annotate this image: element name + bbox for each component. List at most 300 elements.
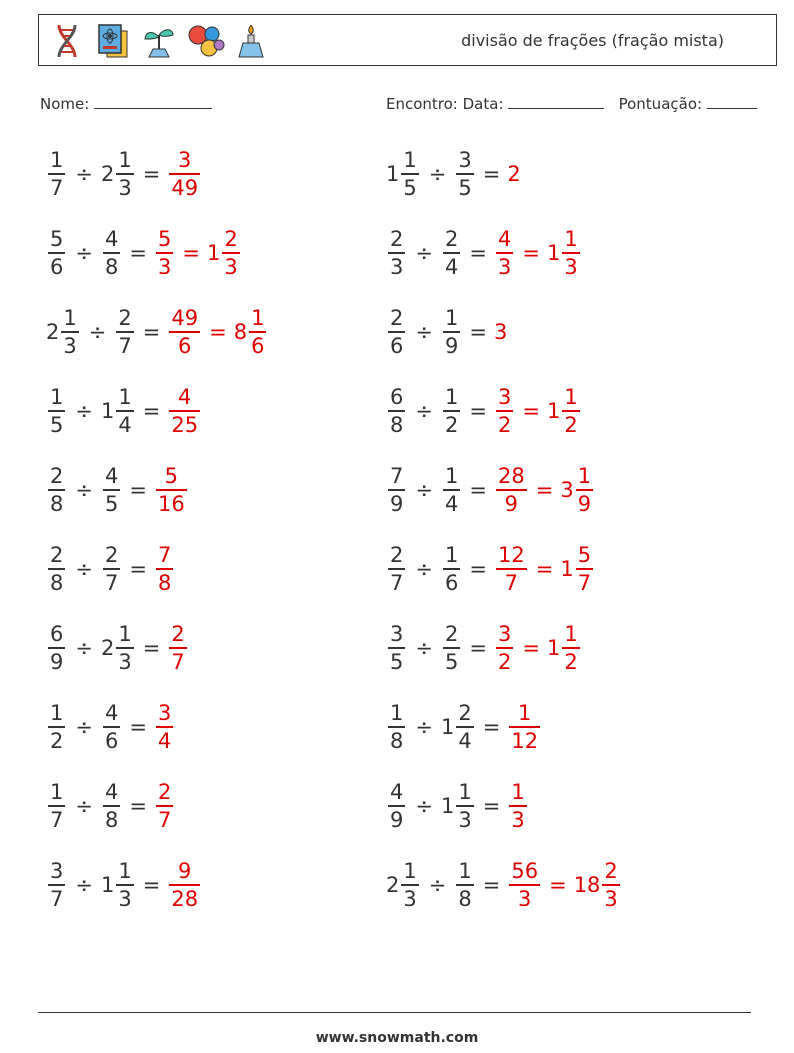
equals-sign: = [549, 873, 567, 897]
divide-sign: ÷ [75, 794, 93, 818]
problem-item [386, 618, 582, 678]
fraction [562, 226, 579, 280]
denominator: 2 [497, 412, 512, 437]
problem-item [386, 381, 582, 441]
numerator: 3 [458, 148, 472, 173]
fraction [509, 779, 526, 833]
divisor [454, 147, 475, 201]
answer [494, 463, 595, 517]
numerator: 1 [458, 859, 472, 884]
answer-value [207, 226, 242, 280]
equals-sign: = [482, 162, 501, 186]
numerator: 5 [50, 227, 64, 252]
dividend [46, 621, 67, 675]
fraction [48, 779, 65, 833]
dividend [386, 463, 407, 517]
fraction [401, 858, 418, 912]
numerator: 3 [50, 859, 64, 884]
answer [507, 858, 621, 912]
denominator: 3 [118, 649, 132, 674]
denominator: 9 [50, 649, 64, 674]
denominator: 5 [104, 491, 119, 516]
fraction [509, 700, 540, 754]
fraction [496, 542, 527, 596]
numerator: 2 [390, 543, 404, 568]
denominator: 7 [50, 807, 64, 832]
dividend [46, 384, 67, 438]
denominator: 3 [518, 886, 532, 911]
numerator: 3 [157, 701, 172, 726]
fraction [103, 779, 120, 833]
whole-part: 18 [573, 873, 601, 897]
divide-sign: ÷ [415, 557, 433, 581]
fraction [443, 305, 460, 359]
equals-sign: = [142, 320, 161, 344]
answer [154, 226, 242, 280]
fraction [388, 621, 405, 675]
numerator: 3 [390, 622, 404, 647]
denominator: 8 [104, 254, 119, 279]
whole-part: 1 [100, 399, 115, 423]
whole-part: 2 [386, 873, 400, 897]
divide-sign: ÷ [75, 873, 93, 897]
numerator: 4 [390, 780, 404, 805]
denominator: 3 [118, 886, 132, 911]
fraction [156, 463, 187, 517]
fraction [388, 542, 405, 596]
denominator: 9 [504, 491, 519, 516]
problem-item [46, 855, 202, 915]
denominator: 25 [171, 412, 199, 437]
dividend [46, 542, 67, 596]
divisor [441, 226, 462, 280]
equals-sign: = [469, 241, 487, 265]
divide-sign: ÷ [415, 320, 433, 344]
answer [154, 463, 189, 517]
numerator: 3 [497, 385, 512, 410]
divisor [441, 542, 462, 596]
dividend [386, 226, 407, 280]
fraction [443, 542, 460, 596]
fraction [61, 305, 78, 359]
numerator: 1 [251, 306, 265, 331]
answer-value [560, 463, 595, 517]
numerator: 49 [171, 306, 199, 331]
answer [494, 320, 507, 344]
numerator: 1 [403, 148, 417, 173]
whole-part: 2 [100, 162, 115, 186]
divisor [101, 147, 136, 201]
denominator: 3 [604, 886, 618, 911]
numerator: 1 [444, 385, 459, 410]
fraction [509, 858, 540, 912]
denominator: 5 [458, 175, 472, 200]
numerator: 2 [157, 780, 172, 805]
equals-sign: = [522, 241, 540, 265]
numerator: 1 [511, 780, 525, 805]
numerator: 2 [50, 464, 64, 489]
bunsen-burner-icon [231, 21, 271, 61]
fraction [116, 858, 133, 912]
encounter-label: Encontro: Data: [386, 95, 504, 113]
divisor [101, 384, 136, 438]
equals-sign: = [182, 241, 200, 265]
header-icons [47, 19, 271, 63]
whole-part: 3 [560, 478, 574, 502]
answer-value [167, 384, 202, 438]
dividend [386, 700, 407, 754]
answer [494, 542, 595, 596]
denominator: 7 [577, 570, 592, 595]
equals-sign: = [482, 873, 501, 897]
fraction [388, 700, 405, 754]
answer [167, 147, 202, 201]
answer-value [507, 858, 542, 912]
denominator: 6 [444, 570, 459, 595]
divide-sign: ÷ [88, 320, 107, 344]
denominator: 7 [50, 886, 64, 911]
whole-part: 1 [560, 557, 574, 581]
dividend [386, 147, 421, 201]
numerator: 5 [157, 227, 172, 252]
score-blank[interactable] [707, 94, 757, 109]
equals-sign: = [522, 399, 540, 423]
denominator: 7 [104, 570, 119, 595]
numerator: 2 [390, 306, 404, 331]
answer-value [494, 621, 515, 675]
whole-part: 2 [46, 320, 60, 344]
footer-url: www.snowmath.com [315, 1030, 479, 1046]
denominator: 8 [50, 491, 64, 516]
answer-value [154, 700, 175, 754]
denominator: 4 [458, 728, 472, 753]
denominator: 8 [157, 570, 172, 595]
denominator: 6 [178, 333, 192, 358]
equals-sign: = [522, 636, 540, 660]
dividend [386, 858, 421, 912]
denominator: 12 [511, 728, 539, 753]
whole-part: 2 [100, 636, 115, 660]
numerator: 1 [50, 780, 64, 805]
whole-part: 3 [493, 320, 508, 344]
denominator: 4 [444, 254, 459, 279]
numerator: 1 [390, 701, 404, 726]
answer-value [494, 320, 507, 344]
numerator: 5 [164, 464, 179, 489]
numerator: 7 [157, 543, 172, 568]
equals-sign: = [482, 715, 501, 739]
numerator: 2 [224, 227, 238, 252]
fraction [456, 700, 473, 754]
equals-sign: = [535, 557, 554, 581]
numerator: 2 [444, 227, 459, 252]
numerator: 6 [390, 385, 404, 410]
fraction [388, 305, 405, 359]
divisor [101, 463, 122, 517]
answer [154, 700, 175, 754]
divide-sign: ÷ [75, 241, 93, 265]
problem-item [46, 618, 189, 678]
fraction [48, 226, 65, 280]
numerator: 4 [104, 464, 119, 489]
problem-item [46, 302, 268, 362]
problem-item [386, 776, 529, 836]
numerator: 1 [444, 543, 459, 568]
numerator: 2 [50, 543, 64, 568]
fraction [388, 463, 405, 517]
whole-part: 1 [100, 873, 115, 897]
divisor [101, 621, 136, 675]
problem-item [46, 460, 189, 520]
dividend [386, 542, 407, 596]
answer-value [154, 463, 189, 517]
numerator: 1 [444, 464, 459, 489]
problem-item [386, 460, 595, 520]
divisor [441, 621, 462, 675]
problem-item [386, 697, 542, 757]
numerator: 2 [604, 859, 618, 884]
denominator: 9 [390, 491, 404, 516]
fraction [456, 147, 473, 201]
fraction [156, 542, 173, 596]
answer [494, 384, 582, 438]
fraction [169, 621, 186, 675]
numerator: 2 [444, 622, 459, 647]
equals-sign: = [129, 715, 147, 739]
answer-value [154, 542, 175, 596]
divisor [114, 305, 135, 359]
denominator: 8 [104, 807, 119, 832]
numerator: 3 [497, 622, 512, 647]
answer-value [167, 858, 202, 912]
whole-part: 1 [440, 715, 455, 739]
numerator: 2 [390, 227, 404, 252]
answer [494, 226, 582, 280]
equals-sign: = [469, 399, 487, 423]
fraction [443, 463, 460, 517]
equals-sign: = [469, 636, 487, 660]
whole-part: 2 [507, 162, 521, 186]
divide-sign: ÷ [75, 636, 93, 660]
numerator: 2 [171, 622, 185, 647]
denominator: 5 [444, 649, 459, 674]
answer [154, 542, 175, 596]
denominator: 49 [171, 175, 199, 200]
equals-sign: = [129, 478, 147, 502]
answer-value [547, 226, 582, 280]
numerator: 1 [564, 622, 578, 647]
dividend [46, 147, 67, 201]
fraction [222, 226, 239, 280]
numerator: 4 [104, 780, 119, 805]
fraction [116, 305, 133, 359]
problem-item [46, 697, 175, 757]
divide-sign: ÷ [415, 241, 433, 265]
fraction [443, 226, 460, 280]
divisor [441, 779, 476, 833]
answer [167, 384, 202, 438]
numerator: 4 [104, 701, 119, 726]
numerator: 7 [390, 464, 404, 489]
answer-value [507, 700, 542, 754]
equals-sign: = [142, 873, 161, 897]
dividend [386, 384, 407, 438]
equals-sign: = [142, 162, 161, 186]
fraction [48, 147, 65, 201]
footer-divider [38, 1012, 751, 1013]
denominator: 2 [497, 649, 512, 674]
numerator: 1 [577, 464, 592, 489]
numerator: 4 [178, 385, 192, 410]
atom-book-icon [93, 21, 133, 61]
fraction [249, 305, 266, 359]
denominator: 3 [564, 254, 578, 279]
fraction [456, 858, 473, 912]
fraction [496, 463, 527, 517]
fraction [496, 621, 513, 675]
name-label: Nome: [40, 95, 90, 113]
fraction [169, 305, 200, 359]
answer [507, 700, 542, 754]
numerator: 1 [63, 306, 77, 331]
problem-item [386, 223, 582, 283]
dividend [46, 779, 67, 833]
answer-value [154, 779, 175, 833]
fraction [156, 226, 173, 280]
divisor [441, 384, 462, 438]
numerator: 1 [50, 148, 64, 173]
fraction [388, 384, 405, 438]
numerator: 1 [564, 227, 578, 252]
whole-part: 1 [386, 162, 400, 186]
denominator: 3 [458, 807, 472, 832]
name-field [40, 94, 212, 113]
date-blank[interactable] [508, 94, 604, 109]
numerator: 2 [104, 543, 119, 568]
plant-flask-icon [139, 21, 179, 61]
answer-value [167, 305, 202, 359]
problem-item [46, 223, 242, 283]
answer [167, 621, 188, 675]
denominator: 9 [577, 491, 592, 516]
divide-sign: ÷ [75, 478, 93, 502]
divide-sign: ÷ [75, 557, 93, 581]
fraction [496, 226, 513, 280]
denominator: 5 [403, 175, 417, 200]
denominator: 3 [511, 807, 525, 832]
answer-value [547, 384, 582, 438]
fraction [401, 147, 418, 201]
worksheet-header [38, 14, 777, 66]
numerator: 1 [118, 148, 132, 173]
answer [167, 305, 268, 359]
divisor [441, 463, 462, 517]
numerator: 1 [444, 306, 459, 331]
answer-value [167, 621, 188, 675]
fraction [48, 463, 65, 517]
fraction [562, 384, 579, 438]
numerator: 1 [50, 701, 64, 726]
whole-part: 1 [440, 794, 455, 818]
denominator: 8 [50, 570, 64, 595]
numerator: 1 [118, 859, 132, 884]
denominator: 4 [444, 491, 459, 516]
dividend [46, 463, 67, 517]
whole-part: 1 [546, 636, 561, 660]
divide-sign: ÷ [428, 162, 447, 186]
numerator: 4 [104, 227, 119, 252]
fraction [456, 779, 473, 833]
numerator: 12 [497, 543, 525, 568]
score-label: Pontuação: [618, 95, 703, 113]
denominator: 7 [118, 333, 132, 358]
divide-sign: ÷ [415, 715, 433, 739]
fraction [48, 858, 65, 912]
denominator: 3 [63, 333, 77, 358]
fraction [169, 147, 200, 201]
fraction [576, 463, 593, 517]
name-blank[interactable] [94, 94, 212, 109]
divide-sign: ÷ [415, 478, 433, 502]
problem-item [386, 539, 595, 599]
denominator: 2 [444, 412, 459, 437]
answer [167, 858, 202, 912]
fraction [48, 542, 65, 596]
numerator: 56 [511, 859, 539, 884]
equals-sign: = [469, 320, 487, 344]
divide-sign: ÷ [415, 399, 433, 423]
answer-value [494, 384, 515, 438]
divisor [441, 700, 476, 754]
answer [507, 162, 520, 186]
denominator: 7 [390, 570, 404, 595]
fraction [443, 621, 460, 675]
denominator: 7 [157, 807, 172, 832]
divisor [101, 779, 122, 833]
denominator: 9 [444, 333, 459, 358]
fraction [116, 147, 133, 201]
answer-value [234, 305, 269, 359]
numerator: 1 [564, 385, 578, 410]
equals-sign: = [469, 557, 487, 581]
denominator: 3 [497, 254, 512, 279]
denominator: 5 [50, 412, 64, 437]
answer-value [494, 463, 529, 517]
fraction [496, 384, 513, 438]
denominator: 7 [50, 175, 64, 200]
dividend [46, 305, 81, 359]
molecule-balls-icon [185, 21, 225, 61]
divide-sign: ÷ [415, 794, 433, 818]
divisor [101, 858, 136, 912]
denominator: 3 [403, 886, 417, 911]
numerator: 2 [118, 306, 132, 331]
divide-sign: ÷ [428, 873, 447, 897]
answer-value [494, 542, 529, 596]
problem-item [46, 776, 175, 836]
problem-item [386, 302, 507, 362]
fraction [388, 226, 405, 280]
fraction [103, 463, 120, 517]
denominator: 6 [251, 333, 265, 358]
denominator: 8 [390, 728, 404, 753]
equals-sign: = [129, 557, 147, 581]
fraction [48, 384, 65, 438]
answer-value [507, 779, 528, 833]
equals-sign: = [142, 636, 161, 660]
numerator: 1 [118, 622, 132, 647]
divide-sign: ÷ [415, 636, 433, 660]
